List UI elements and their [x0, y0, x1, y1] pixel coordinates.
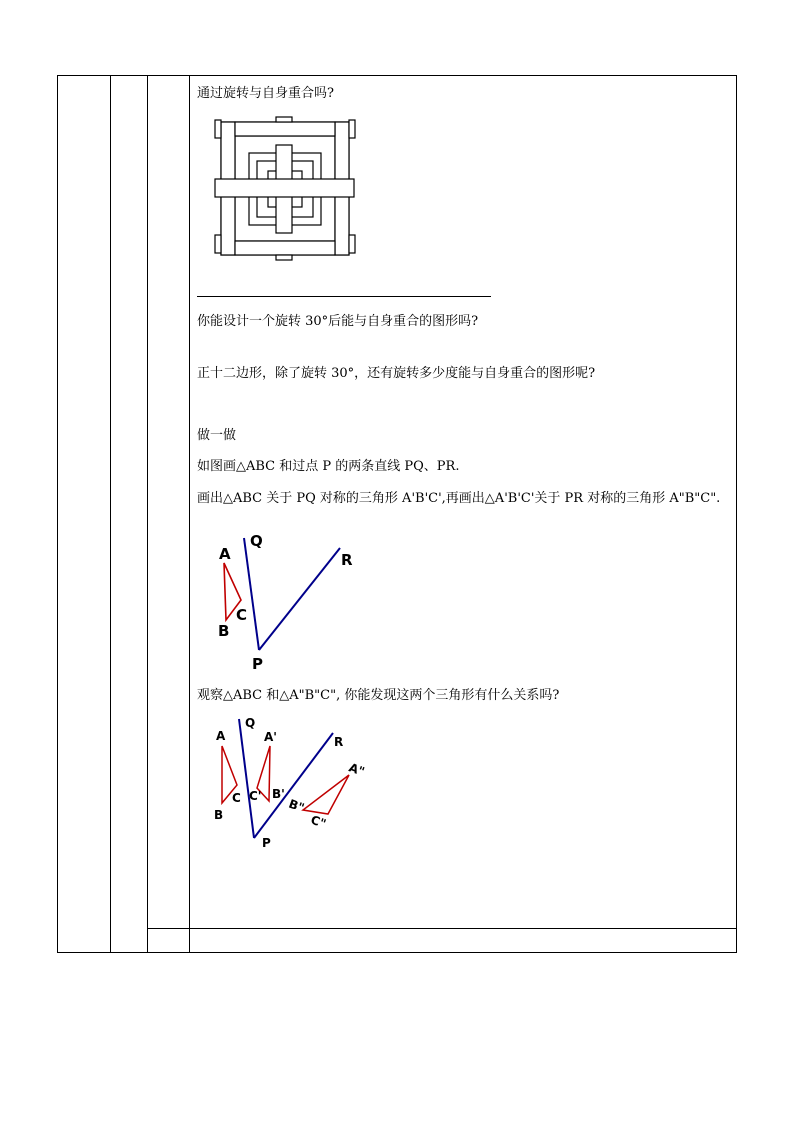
label-b1: B' — [272, 787, 285, 801]
label-a2: A" — [346, 760, 367, 779]
label-p: P — [262, 836, 271, 850]
label-c: C — [232, 791, 241, 805]
label-r: R — [334, 735, 344, 749]
label-p: P — [252, 655, 263, 673]
row-divider — [147, 928, 737, 929]
label-b2: B" — [286, 796, 307, 816]
label-q: Q — [245, 716, 256, 730]
label-r: R — [341, 551, 353, 569]
table-frame — [57, 75, 737, 953]
label-a1: A' — [264, 730, 277, 744]
question-rotation-overlap: 通过旋转与自身重合吗? — [197, 86, 334, 101]
column-divider-2 — [147, 75, 148, 953]
label-b: B — [214, 808, 224, 822]
column-divider-3 — [189, 75, 190, 953]
label-a: A — [219, 545, 231, 563]
label-c2: C" — [308, 812, 328, 832]
reflection-setup-figure — [210, 530, 380, 675]
interlocking-squares-figure — [213, 117, 358, 260]
instruction-reflect: 画出△ABC 关于 PQ 对称的三角形 A'B'C',再画出△A'B'C'关于 PR 对称的三角形 A"B"C". — [197, 491, 721, 506]
label-q: Q — [250, 532, 263, 550]
instruction-draw: 如图画△ABC 和过点 P 的两条直线 PQ、PR. — [197, 459, 460, 474]
label-b: B — [218, 622, 230, 640]
question-compare: 观察△ABC 和△A"B"C", 你能发现这两个三角形有什么关系吗? — [197, 688, 560, 703]
label-a: A — [216, 729, 226, 743]
section-heading: 做一做 — [197, 428, 237, 443]
answer-line — [197, 296, 491, 297]
reflection-result-figure — [210, 713, 380, 853]
column-divider-1 — [110, 75, 111, 953]
line-pq — [239, 719, 254, 838]
line-pq — [244, 538, 259, 650]
question-dodecagon: 正十二边形，除了旋转 30°，还有旋转多少度能与自身重合的图形呢? — [197, 366, 596, 381]
triangle-a2b2c2 — [303, 775, 349, 814]
label-c: C — [236, 606, 248, 624]
label-c1: C' — [249, 789, 262, 803]
question-design-30: 你能设计一个旋转 30°后能与自身重合的图形吗? — [197, 314, 479, 329]
line-pr — [259, 548, 340, 650]
